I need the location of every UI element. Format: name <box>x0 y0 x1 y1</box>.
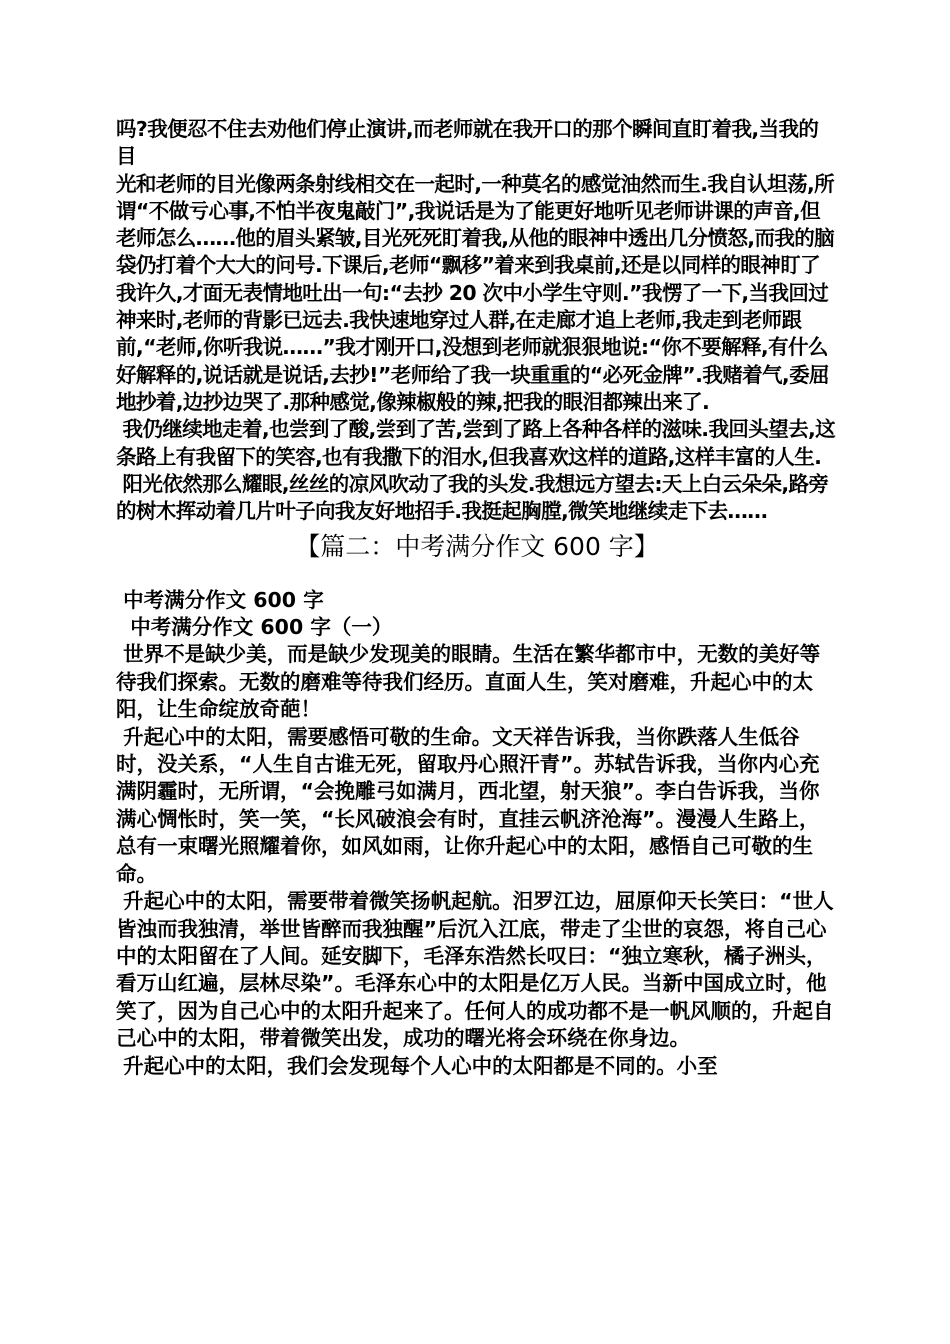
document-page <box>116 116 838 1080</box>
body-paragraph: 升起心中的太阳，需要带着微笑扬帆起航。汨罗江边，屈原仰天长笑曰：“世人皆浊而我独清，举世皆醉而我独醒”后沉入江底，带走了尘世的哀怨，将自己心中的太阳留在了人间。延安脚下，毛泽东浩然长叹曰：“独立寒秋，橘子洲头，看万山红遍，层林尽染”。毛泽东心中的太阳是亿万人民。当新中国成立时，他笑了，因为自己心中的太阳升起来了。任何人的成功都不是一帆风顺的，升起自己心中的太阳，带着微笑出发，成功的曙光将会环绕在你身边。 <box>116 889 834 1051</box>
essay-subheading: 中考满分作文 600 字（一） <box>116 615 393 640</box>
body-paragraph: 世界不是缺少美，而是缺少发现美的眼睛。生活在繁华都市中，无数的美好等待我们探索。无数的磨难等待我们经历。直面人生，笑对磨难，升起心中的太阳，让生命绽放奇葩！ <box>116 642 821 722</box>
essay-heading: 中考满分作文 600 字 <box>116 588 324 613</box>
body-paragraph: 吗?我便忍不住去劝他们停止演讲,而老师就在我开口的那个瞬间直盯着我,当我的目 光和老师的目光像两条射线相交在一起时,一种莫名的感觉油然而生.我自认坦荡,所谓“不做亏心事,不怕半夜鬼敲门”,我说话是为了能更好地听见老师讲课的声音,但老师怎么……他的眉头紧皱,目光死死盯着我,从他的眼神中透出几分愤怒,而我的脑袋仍打着个大大的问号.下课后,老师“飘移”着来到我桌前,还是以同样的眼神盯了我许久,才面无表情地吐出一句:“去抄 20 次中小学生守则.”我愣了一下,当我回过神来时,老师的背影已远去.我快速地穿过人群,在走廊才追上老师,我走到老师跟前,“老师,你听我说……”我才刚开口,没想到老师就狠狠地说:“你不要解释,有什么好解释的,说话就是说话,去抄!”老师给了我一块重重的“必死金牌”.我赌着气,委屈地抄着,边抄边哭了.那种感觉,像辣椒般的辣,把我的眼泪都辣出来了. <box>116 117 835 414</box>
body-paragraph: 我仍继续地走着,也尝到了酸,尝到了苦,尝到了路上各种各样的滋味.我回头望去,这条路上有我留下的笑容,也有我撒下的泪水,但我喜欢这样的道路,这样丰富的人生. <box>116 417 836 469</box>
body-paragraph: 升起心中的太阳，需要感悟可敬的生命。文天祥告诉我，当你跌落人生低谷时，没关系，“人生自古谁无死，留取丹心照汗青”。苏轼告诉我，当你内心充满阴霾时，无所谓，“会挽雕弓如满月，西北望，射天狼”。李白告诉我，当你满心惆怅时，笑一笑，“长风破浪会有时，直挂云帆济沧海”。漫漫人生路上，总有一束曙光照耀着你，如风如雨，让你升起心中的太阳，感悟自己可敬的生命。 <box>116 724 820 886</box>
body-paragraph: 升起心中的太阳，我们会发现每个人心中的太阳都是不同的。小至 <box>116 1053 718 1078</box>
section-title: 【篇二：中考满分作文 600 字】 <box>295 532 659 562</box>
body-paragraph: 阳光依然那么耀眼,丝丝的凉风吹动了我的头发.我想远方望去:天上白云朵朵,路旁的树木挥动着几片叶子向我友好地招手.我挺起胸膛,微笑地继续走下去…… <box>116 471 829 524</box>
